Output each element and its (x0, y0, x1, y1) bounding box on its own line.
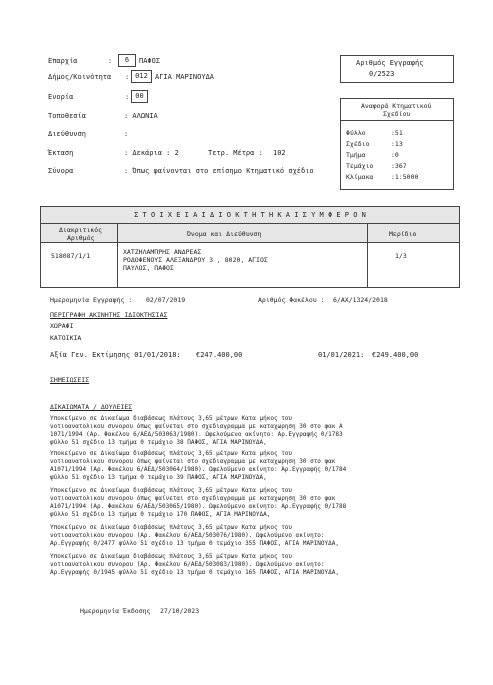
issue-date-label: Ημερομηνία Έκδοσης (80, 607, 151, 615)
map-row-label: Τεμάχιο (346, 162, 374, 170)
map-reference-subtitle: Σχεδίου (383, 110, 411, 118)
rights-line: φύλλο 51 σχέδιο 13 τμήμα 0 τεμάχιο 38 ΠΑΦΟΣ, ΑΓΙΑ ΜΑΡΙΝΟΥΔΑ, (50, 439, 267, 446)
valuation-label-2021: 01/01/2021: (318, 351, 365, 359)
map-row-value: :51 (391, 129, 403, 137)
rights-line: φύλλο 51 σχέδιο 13 τμήμα 0 τεμάχιο 170 ΠΑΦΟΣ, ΑΓΙΑ ΜΑΡΙΝΟΥΔΑ, (50, 511, 271, 518)
rights-line: φύλλο 51 σχέδιο 13 τμήμα 0 τεμάχιο 39 ΠΑΦΟΣ, ΑΓΙΑ ΜΑΡΙΝΟΥΔΑ, (50, 474, 267, 481)
rights-line: νοτιοανατολικου συνορου όπως φαίνεται στο σχεδιαγραμμα με καταχωρηση 30 στο φακ Α (50, 423, 343, 430)
rights-line: νοτιοανατολικου συνορου (Αρ. Φακέλου 6/ΑΕΔ/503083/1980). Ωφελούμενο ακίνητο: (50, 561, 325, 568)
description-line2: ΚΑΤΟΙΚΙΑ (50, 334, 82, 342)
ektasi-value: : Δεκάρια : 2 (124, 149, 179, 157)
map-reference-title: Αναφορά Κτηματικού (361, 102, 432, 110)
topothesia-value: : ΑΛΩΝΙΑ (124, 112, 158, 120)
valuation-value-2018: €247.400,00 (196, 351, 243, 359)
dimos-code: 012 (131, 70, 152, 83)
rights-line: Α1071/1994 (Αρ. Φακέλου 6/ΑΕΔ/503065/1980). Ωφελούμενο ακίνητο: Αρ.Εγγραφής 0/1788 (50, 503, 347, 510)
owner-address-line1: ΡΟΔΟΦΕΝΟΥΣ ΑΛΕΞΑΝΔΡΟΥ 3 , 8020, ΑΓΙΟΣ (123, 256, 268, 264)
dieuthynsi-value: : (124, 130, 129, 138)
rights-line: Υποκείμενο σε Δικαίωμα διαβάσεως πλάτους 3,65 μέτρων Κατα μήκος του (50, 487, 293, 494)
rights-line: Αρ.Εγγραφής 0/1945 φύλλο 51 σχέδιο 13 τμήμα 0 τεμάχιο 165 ΠΑΦΟΣ, ΑΓΙΑ ΜΑΡΙΝΟΥΔΑ, (50, 569, 339, 576)
rights-line: 1071/1994 (Αρ. Φακέλου 6/ΑΕΔ/503063/1980). Ωφελούμενο ακίνητο: Αρ.Εγγραφής 0/1783 (50, 431, 343, 438)
notes-heading: ΣΗΜΕΙΩΣΕΙΣ (50, 376, 90, 384)
col-id-header: Διακριτικός (59, 226, 103, 234)
dieuthynsi-label: Διεύθυνση (48, 130, 86, 138)
map-row-label: Φύλλο (346, 129, 366, 137)
map-row-value: :1:5000 (391, 173, 419, 181)
valuation-value-2021: €249.400,00 (372, 351, 419, 359)
file-number-label: Αριθμός Φακέλου : (258, 296, 325, 304)
rights-line: νοτιοανατολικου συνορου όπως φαίνεται στο σχεδιαγραμμα με καταχωρηση 30 στο φακ (50, 458, 336, 465)
registration-date-label: Ημερομηνία Εγγραφής : (50, 296, 133, 304)
registration-date: 02/07/2019 (146, 296, 186, 304)
map-row-value: :0 (391, 151, 399, 159)
map-reference-divider (341, 120, 453, 121)
map-row-label: Τμήμα (346, 151, 366, 159)
ektasi-label: Έκταση (48, 149, 74, 157)
topothesia-label: Τοποθεσία (48, 112, 86, 120)
valuation-label-2018: Αξία Γεν. Εκτίμησης 01/01/2018: (50, 351, 181, 359)
rights-line: νοτιοανατολικου συνορου όπως φαίνεται στο σχεδιαγραμμα με καταχωρηση 30 στο φακ (50, 495, 336, 502)
map-row-value: :367 (391, 162, 407, 170)
col-name-header: Όνομα και Διεύθυνση (187, 230, 262, 238)
eparxia-label: Επαρχία (48, 57, 78, 65)
registration-box (340, 55, 454, 83)
col-share-header: Μερίδιο (389, 230, 417, 238)
map-row-value: :13 (391, 140, 403, 148)
rights-line: Αρ.Εγγραφής 0/2477 φύλλο 51 σχέδιο 13 τμήμα 0 τεμάχιο 355 ΠΑΦΟΣ, ΑΓΙΑ ΜΑΡΙΝΟΥΔΑ, (50, 540, 339, 547)
owners-table (40, 206, 460, 288)
rights-line: Υποκείμενο σε Δικαίωμα διαβάσεως πλάτους 3,65 μέτρων Κατα μήκος του (50, 415, 293, 422)
tetr-label: Τετρ. Μέτρα : (208, 149, 263, 157)
rights-line: Υποκείμενο σε Δικαίωμα διαβάσεως πλάτους 3,65 μέτρων Κατα μήκος του (50, 524, 293, 531)
owner-share: 1/3 (395, 252, 407, 260)
rights-line: Υποκείμενο σε Δικαίωμα διαβάσεως πλάτους 3,65 μέτρων Κατα μήκος του (50, 553, 293, 560)
rights-line: Α1071/1994 (Αρ. Φακέλου 6/ΑΕΔ/503064/1980). Ωφελούμενο ακίνητο: Αρ.Εγγραφής 0/1784 (50, 466, 347, 473)
owner-address-line2: ΠΑΥΛΟΣ, ΠΑΦΟΣ (123, 264, 174, 272)
enoria-label: Ενορία (48, 93, 74, 101)
registration-number: 0/2523 (369, 70, 395, 78)
eparxia-name: ΠΑΦΟΣ (139, 57, 161, 65)
synora-label: Σύνορα (48, 167, 74, 175)
synora-value: : Όπως φαίνονται στο επίσημο Κτηματικό σχέδιο (124, 167, 314, 175)
rights-heading: ΔΙΚΑΙΩΜΑΤΑ / ΔΟΥΛΕΙΕΣ (50, 403, 133, 411)
owners-section-title: Σ Τ Ο Ι Χ Ε Ι Α Ι Δ Ι Ο Κ Τ Η Τ Η Κ Α Ι Σ Υ Μ Φ Ε Ρ Ο Ν (134, 211, 366, 219)
tetr-value: 102 (273, 149, 286, 157)
enoria-code: 00 (131, 90, 148, 103)
file-number: 6/ΑΧ/1324/2018 (333, 296, 388, 304)
registration-label: Αριθμός Εγγραφής (356, 59, 424, 67)
rights-line: Υποκείμενο σε Δικαίωμα διαβάσεως πλάτους 3,65 μέτρων Κατα μήκος του (50, 450, 293, 457)
map-row-label: Σχέδιο (346, 140, 370, 148)
map-reference-box (340, 98, 454, 190)
map-row-label: Κλίμακα (346, 173, 374, 181)
issue-date: 27/10/2023 (160, 607, 200, 615)
description-line1: ΧΩΡΑΦΙ (50, 322, 74, 330)
description-heading: ΠΕΡΙΓΡΑΦΗ ΑΚΙΝΗΤΗΣ ΙΔΙΟΚΤΗΣΙΑΣ (50, 311, 168, 319)
owner-name: ΧΑΤΖΗΛΑΜΠΡΗΣ ΑΝΔΡΕΑΣ (123, 248, 202, 256)
eparxia-code: 6 (118, 54, 136, 67)
dimos-label: Δήμος/Κοινότητα (48, 73, 112, 81)
dimos-name: ΑΓΙΑ ΜΑΡΙΝΟΥΔΑ (155, 73, 215, 81)
col-id-header-line2: Αριθμός (67, 234, 95, 242)
rights-line: νοτιοανατολικου συνορου (Αρ. Φακέλου 6/ΑΕΔ/503076/1980). Ωφελούμενο ακίνητο: (50, 532, 325, 539)
owner-id: 518087/1/1 (51, 252, 91, 260)
